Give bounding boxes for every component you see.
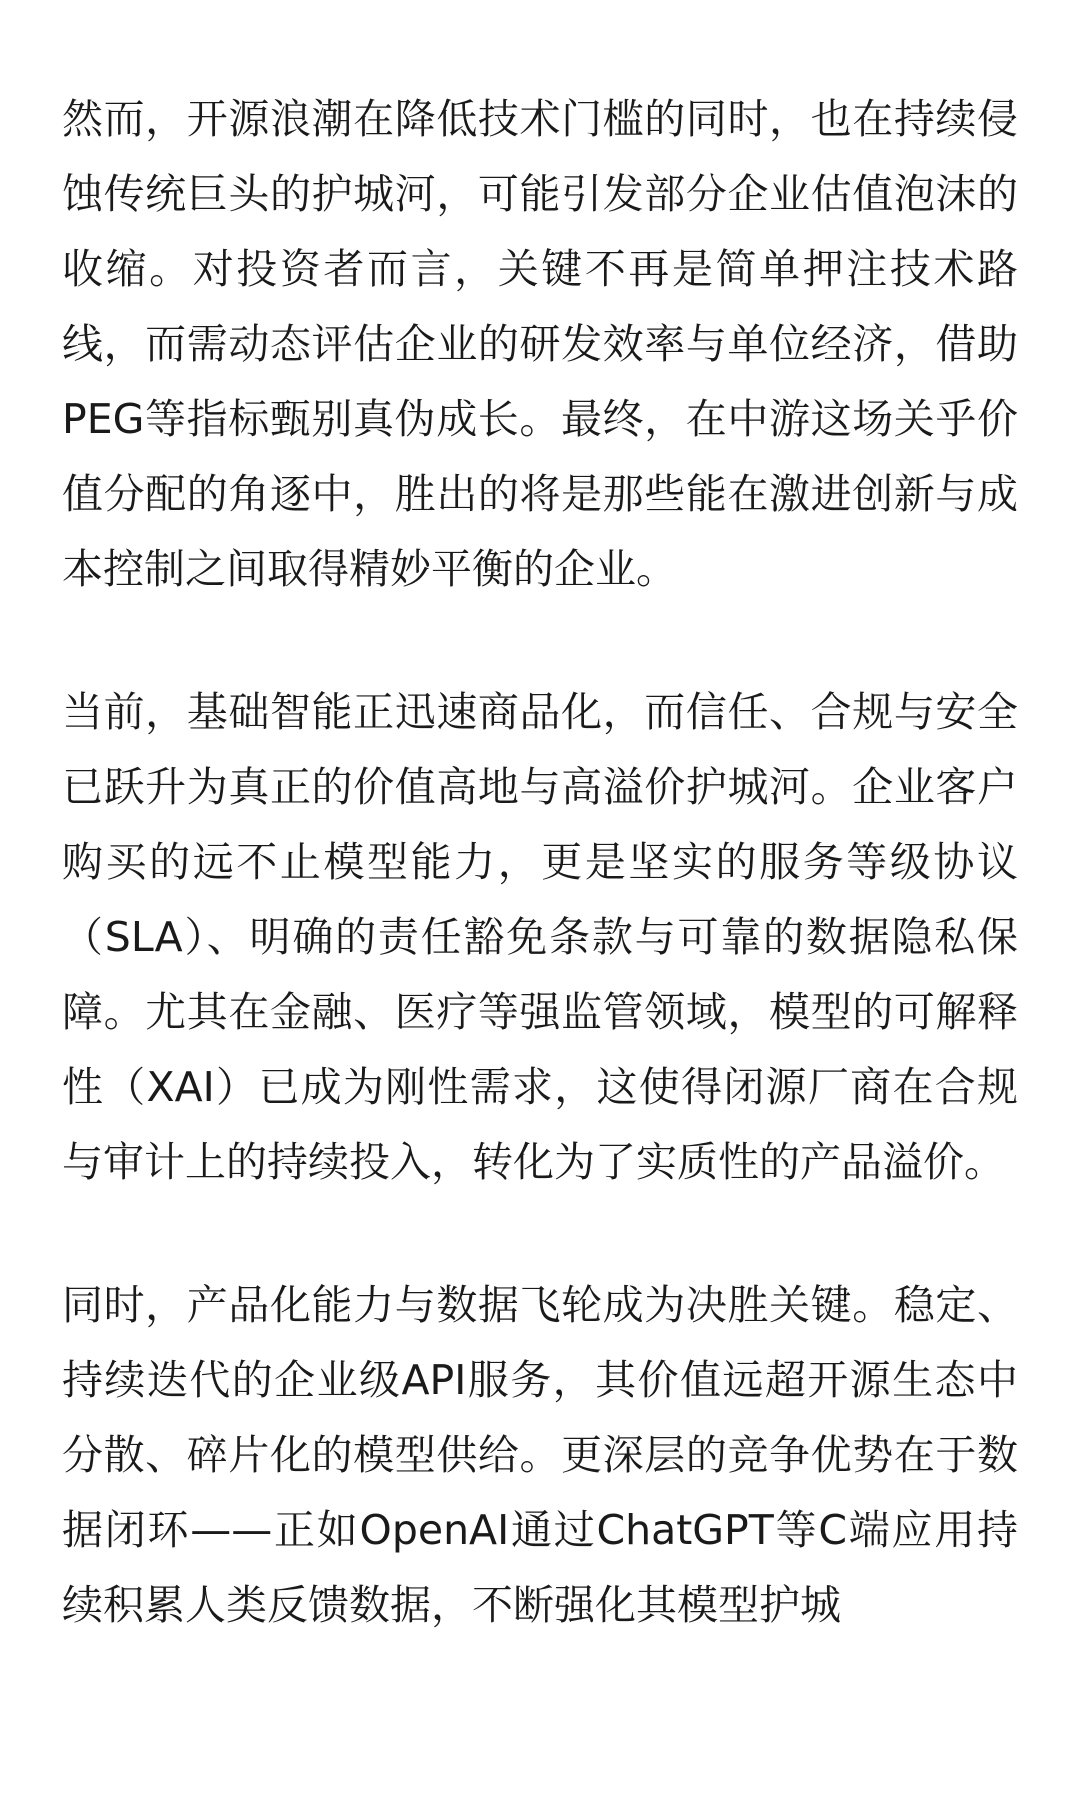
paragraph-data-flywheel: 同时，产品化能力与数据飞轮成为决胜关键。稳定、持续迭代的企业级API服务，其价值远超开源生态中分散、碎片化的模型供给。更深层的竞争优势在于数据闭环——正如OpenAI通过ChatGPT等C端应用持续积累人类反馈数据，不断强化其模型护城 <box>62 1281 1018 1629</box>
paragraph-trust-compliance: 当前，基础智能正迅速商品化，而信任、合规与安全已跃升为真正的价值高地与高溢价护城河。企业客户购买的远不止模型能力，更是坚实的服务等级协议（SLA）、明确的责任豁免条款与可靠的数据隐私保障。尤其在金融、医疗等强监管领域，模型的可解释性（XAI）已成为刚性需求，这使得闭源厂商在合规与审计上的持续投入，转化为了实质性的产品溢价。 <box>62 688 1018 1186</box>
paragraph-open-source-impact: 然而，开源浪潮在降低技术门槛的同时，也在持续侵蚀传统巨头的护城河，可能引发部分企业估值泡沫的收缩。对投资者而言，关键不再是简单押注技术路线，而需动态评估企业的研发效率与单位经济，借助PEG等指标甄别真伪成长。最终，在中游这场关乎价值分配的角逐中，胜出的将是那些能在激进创新与成本控制之间取得精妙平衡的企业。 <box>62 95 1018 593</box>
article-body <box>62 82 1018 1643</box>
